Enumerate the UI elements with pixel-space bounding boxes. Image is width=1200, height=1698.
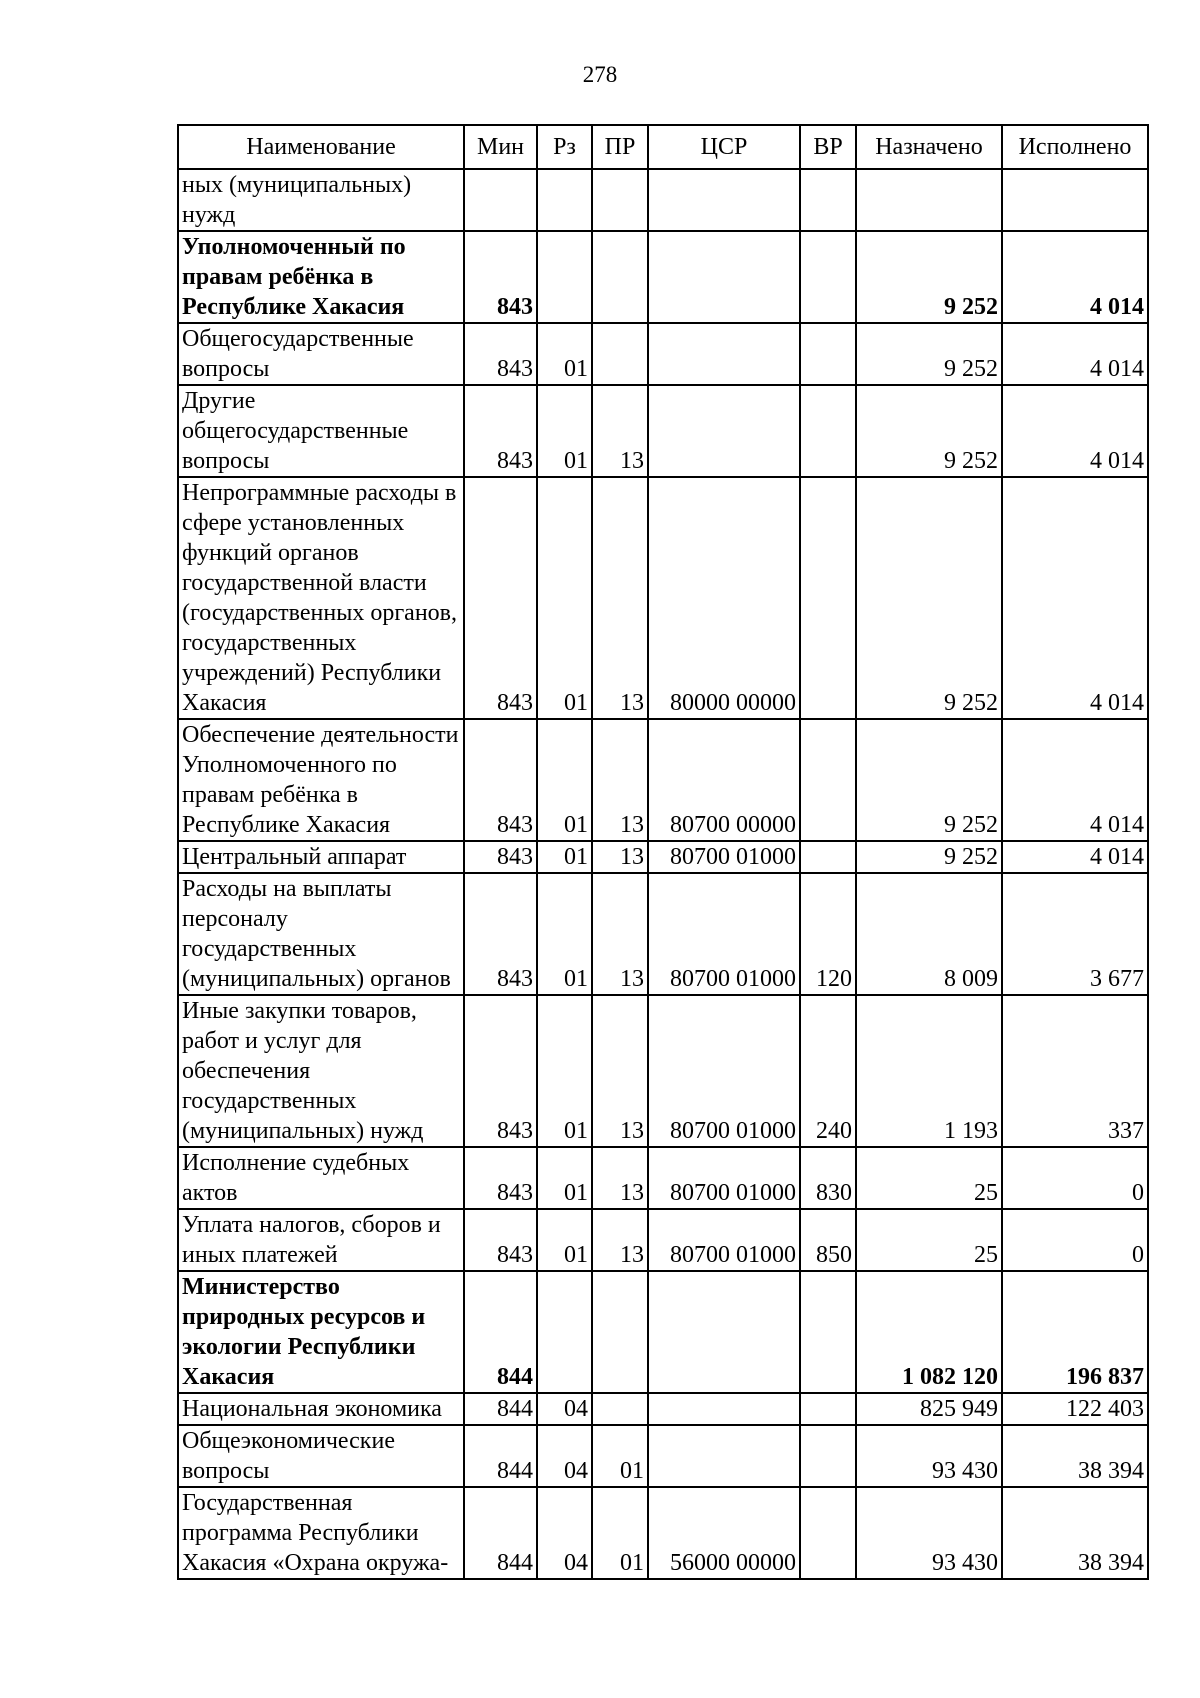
cell-csr: 80700 01000 — [648, 873, 800, 995]
cell-executed: 4 014 — [1002, 719, 1148, 841]
cell-vr — [800, 323, 856, 385]
cell-csr — [648, 231, 800, 323]
table-row — [178, 1271, 1148, 1393]
cell-rz: 04 — [537, 1393, 592, 1425]
cell-name: Общегосударственные вопросы — [178, 323, 464, 385]
table-row — [178, 169, 1148, 231]
cell-name: Другие общегосударственные вопросы — [178, 385, 464, 477]
cell-pr: 13 — [592, 995, 648, 1147]
cell-pr: 13 — [592, 719, 648, 841]
cell-executed: 0 — [1002, 1209, 1148, 1271]
cell-executed: 4 014 — [1002, 231, 1148, 323]
cell-rz: 01 — [537, 873, 592, 995]
cell-executed: 3 677 — [1002, 873, 1148, 995]
cell-csr: 80700 01000 — [648, 1209, 800, 1271]
cell-assigned: 25 — [856, 1147, 1002, 1209]
cell-rz: 01 — [537, 477, 592, 719]
cell-pr: 01 — [592, 1425, 648, 1487]
cell-pr — [592, 169, 648, 231]
cell-assigned: 25 — [856, 1209, 1002, 1271]
cell-vr — [800, 1425, 856, 1487]
cell-rz: 04 — [537, 1425, 592, 1487]
cell-pr — [592, 231, 648, 323]
cell-assigned: 1 193 — [856, 995, 1002, 1147]
cell-csr — [648, 1393, 800, 1425]
cell-name: Исполнение судебных актов — [178, 1147, 464, 1209]
cell-vr — [800, 841, 856, 873]
cell-name: Центральный аппарат — [178, 841, 464, 873]
cell-name: Уплата налогов, сборов и иных платежей — [178, 1209, 464, 1271]
cell-name: Иные закупки товаров, работ и услуг для обеспечения государственных (муниципальных) нужд — [178, 995, 464, 1147]
cell-rz — [537, 1271, 592, 1393]
cell-rz: 04 — [537, 1487, 592, 1579]
cell-assigned: 9 252 — [856, 385, 1002, 477]
cell-min: 843 — [464, 995, 537, 1147]
header-csr: ЦСР — [648, 125, 800, 169]
table-header-row — [178, 125, 1148, 169]
cell-csr — [648, 1271, 800, 1393]
cell-pr: 13 — [592, 841, 648, 873]
cell-vr — [800, 1393, 856, 1425]
cell-min: 844 — [464, 1425, 537, 1487]
cell-assigned: 9 252 — [856, 323, 1002, 385]
cell-min: 844 — [464, 1393, 537, 1425]
cell-pr — [592, 1271, 648, 1393]
table-row — [178, 1487, 1148, 1579]
cell-name: Обеспечение деятельности Уполномоченного по правам ребёнка в Республике Хакасия — [178, 719, 464, 841]
cell-rz: 01 — [537, 841, 592, 873]
cell-name: Уполномоченный по правам ребёнка в Республике Хакасия — [178, 231, 464, 323]
cell-executed: 38 394 — [1002, 1487, 1148, 1579]
cell-csr — [648, 323, 800, 385]
cell-rz — [537, 231, 592, 323]
cell-rz — [537, 169, 592, 231]
cell-min: 844 — [464, 1271, 537, 1393]
cell-name: Расходы на выплаты персоналу государственных (муниципальных) органов — [178, 873, 464, 995]
table-row — [178, 719, 1148, 841]
cell-assigned: 9 252 — [856, 841, 1002, 873]
table-row — [178, 873, 1148, 995]
cell-executed: 4 014 — [1002, 841, 1148, 873]
cell-vr: 850 — [800, 1209, 856, 1271]
budget-table — [177, 124, 1149, 1580]
cell-executed: 4 014 — [1002, 385, 1148, 477]
cell-assigned: 9 252 — [856, 719, 1002, 841]
cell-min — [464, 169, 537, 231]
table-row — [178, 841, 1148, 873]
cell-assigned: 825 949 — [856, 1393, 1002, 1425]
cell-vr — [800, 477, 856, 719]
table-row — [178, 995, 1148, 1147]
cell-rz: 01 — [537, 719, 592, 841]
cell-min: 843 — [464, 323, 537, 385]
header-vr: ВР — [800, 125, 856, 169]
cell-vr: 120 — [800, 873, 856, 995]
page-number: 278 — [582, 62, 618, 87]
cell-name: Государственная программа Республики Хакасия «Охрана окружа- — [178, 1487, 464, 1579]
table-row — [178, 1147, 1148, 1209]
cell-executed: 38 394 — [1002, 1425, 1148, 1487]
header-rz: Рз — [537, 125, 592, 169]
cell-assigned: 9 252 — [856, 231, 1002, 323]
cell-csr: 80700 01000 — [648, 1147, 800, 1209]
cell-min: 843 — [464, 719, 537, 841]
cell-name: Министерство природных ресурсов и экологии Республики Хакасия — [178, 1271, 464, 1393]
header-executed: Исполнено — [1002, 125, 1148, 169]
cell-rz: 01 — [537, 1147, 592, 1209]
cell-assigned: 1 082 120 — [856, 1271, 1002, 1393]
header-min: Мин — [464, 125, 537, 169]
table-row — [178, 1425, 1148, 1487]
table-row — [178, 1209, 1148, 1271]
cell-name: Общеэкономические вопросы — [178, 1425, 464, 1487]
cell-pr: 13 — [592, 1209, 648, 1271]
table-row — [178, 1393, 1148, 1425]
cell-vr — [800, 385, 856, 477]
cell-min: 843 — [464, 841, 537, 873]
cell-assigned — [856, 169, 1002, 231]
table-row — [178, 231, 1148, 323]
cell-min: 844 — [464, 1487, 537, 1579]
cell-pr: 13 — [592, 873, 648, 995]
cell-csr: 80700 01000 — [648, 995, 800, 1147]
cell-executed: 122 403 — [1002, 1393, 1148, 1425]
cell-pr: 13 — [592, 385, 648, 477]
cell-vr — [800, 1271, 856, 1393]
header-name: Наименование — [178, 125, 464, 169]
cell-min: 843 — [464, 1209, 537, 1271]
cell-executed: 337 — [1002, 995, 1148, 1147]
table-row — [178, 477, 1148, 719]
cell-executed: 196 837 — [1002, 1271, 1148, 1393]
cell-name: Национальная экономика — [178, 1393, 464, 1425]
cell-vr — [800, 169, 856, 231]
cell-csr — [648, 169, 800, 231]
cell-rz: 01 — [537, 995, 592, 1147]
cell-min: 843 — [464, 385, 537, 477]
cell-assigned: 8 009 — [856, 873, 1002, 995]
cell-vr: 240 — [800, 995, 856, 1147]
cell-min: 843 — [464, 477, 537, 719]
cell-min: 843 — [464, 873, 537, 995]
cell-executed — [1002, 169, 1148, 231]
cell-executed: 0 — [1002, 1147, 1148, 1209]
table-row — [178, 385, 1148, 477]
cell-assigned: 93 430 — [856, 1487, 1002, 1579]
cell-pr — [592, 323, 648, 385]
cell-vr — [800, 1487, 856, 1579]
cell-vr — [800, 231, 856, 323]
cell-vr: 830 — [800, 1147, 856, 1209]
cell-pr — [592, 1393, 648, 1425]
cell-rz: 01 — [537, 385, 592, 477]
cell-pr: 13 — [592, 1147, 648, 1209]
cell-rz: 01 — [537, 1209, 592, 1271]
cell-vr — [800, 719, 856, 841]
cell-csr — [648, 1425, 800, 1487]
cell-csr — [648, 385, 800, 477]
cell-pr: 13 — [592, 477, 648, 719]
cell-min: 843 — [464, 1147, 537, 1209]
cell-pr: 01 — [592, 1487, 648, 1579]
cell-assigned: 9 252 — [856, 477, 1002, 719]
cell-assigned: 93 430 — [856, 1425, 1002, 1487]
cell-min: 843 — [464, 231, 537, 323]
cell-csr: 80700 00000 — [648, 719, 800, 841]
cell-executed: 4 014 — [1002, 477, 1148, 719]
cell-csr: 80700 01000 — [648, 841, 800, 873]
cell-csr: 80000 00000 — [648, 477, 800, 719]
table-row — [178, 323, 1148, 385]
cell-name: ных (муниципальных) нужд — [178, 169, 464, 231]
header-assigned: Назначено — [856, 125, 1002, 169]
cell-csr: 56000 00000 — [648, 1487, 800, 1579]
cell-executed: 4 014 — [1002, 323, 1148, 385]
cell-name: Непрограммные расходы в сфере установленных функций органов государственной власти (государственных органов, государственных учреждений) Республики Хакасия — [178, 477, 464, 719]
header-pr: ПР — [592, 125, 648, 169]
cell-rz: 01 — [537, 323, 592, 385]
